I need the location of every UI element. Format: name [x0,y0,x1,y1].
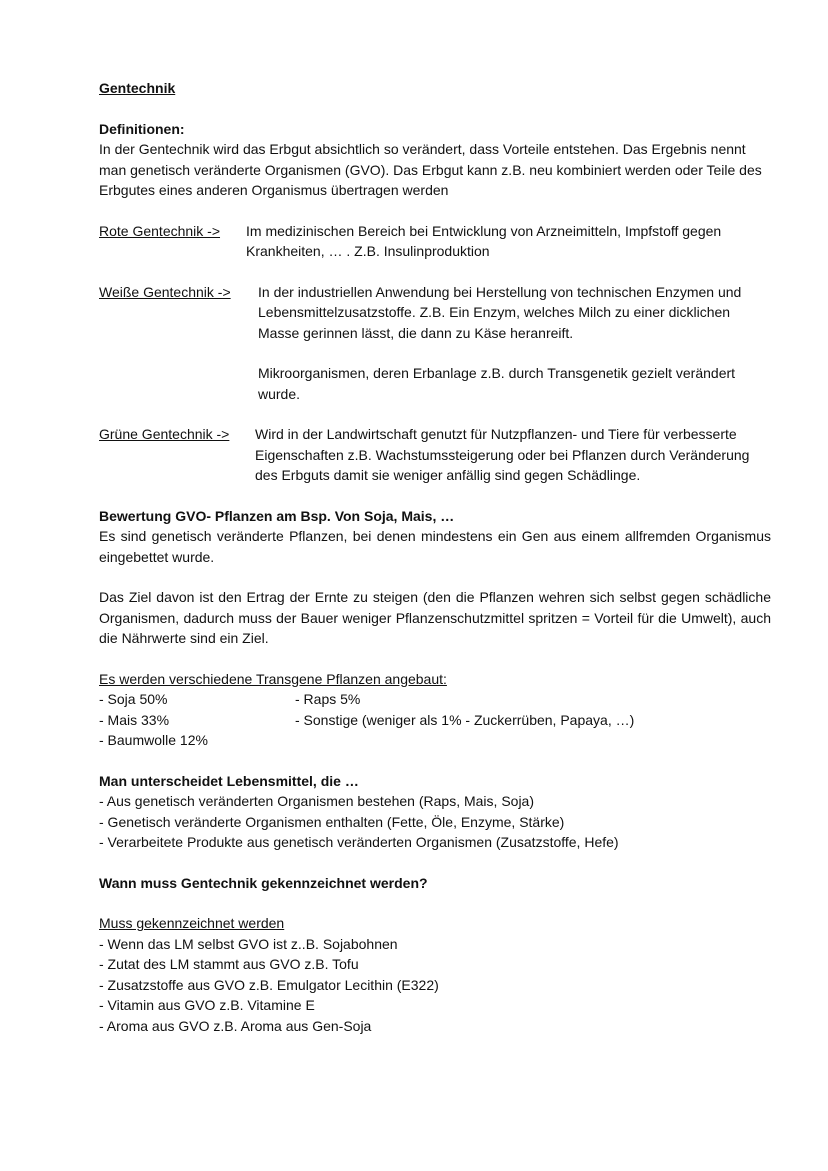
list-item: - Wenn das LM selbst GVO ist z..B. Sojabohnen [99,935,398,952]
weisse-gentechnik-row [99,282,771,405]
list-item: - Sonstige (weniger als 1% - Zuckerrüben, Papaya, …) [295,711,635,728]
definitions-text: In der Gentechnik wird das Erbgut absichtlich so verändert, dass Vorteile entstehen. Das Ergebnis nennt man genetisch veränderte Organismen (GVO). Das Erbgut kann z.B. neu kombiniert werden oder Teile des Erbgutes eines anderen Organismus übertragen werden [99,141,762,198]
gruene-gentechnik-text: Wird in der Landwirtschaft genutzt für Nutzpflanzen- und Tiere für verbesserte Eigenschaften z.B. Wachstumssteigerung oder bei Pflanzen durch Veränderung des Erbguts damit sie weniger anfällig sind gegen Schädlinge. [255,426,750,483]
list-item: - Aus genetisch veränderten Organismen bestehen (Raps, Mais, Soja) [99,793,535,809]
page-title: Gentechnik [99,80,176,96]
list-item: - Aroma aus GVO z.B. Aroma aus Gen-Soja [99,1017,372,1034]
lebensmittel-list [99,791,771,853]
kennzeichnung-list [99,934,771,1037]
weisse-gentechnik-text-2: Mikroorganismen, deren Erbanlage z.B. durch Transgenetik gezielt verändert wurde. [258,365,736,402]
list-item: - Zusatzstoffe aus GVO z.B. Emulgator Lecithin (E322) [99,976,439,993]
list-item: - Raps 5% [295,691,361,707]
gruene-gentechnik-row [99,424,771,486]
bewertung-heading: Bewertung GVO- Pflanzen am Bsp. Von Soja, Mais, … [99,507,455,524]
kennzeichnung-heading: Wann muss Gentechnik gekennzeichnet werden? [99,874,428,891]
list-item: - Vitamin aus GVO z.B. Vitamine E [99,997,315,1013]
bewertung-text-2: Das Ziel davon ist den Ertrag der Ernte zu steigen (den die Pflanzen wehren sich selbst gegen schädliche Organismen, dadurch muss der Bauer weniger Pflanzenschutzmittel spritzen = Vorteil für die Umwelt), auch die Nährwerte sind ein Ziel. [99,589,771,646]
weisse-gentechnik-text: In der industriellen Anwendung bei Herstellung von technischen Enzymen und Lebensmittelzusatzstoffe. Z.B. Ein Enzym, welches Milch zu einer dicklichen Masse gerinnen lässt, die dann zu Käse heranreift. [258,283,742,341]
transgene-list [99,689,771,751]
transgene-heading: Es werden verschiedene Transgene Pflanzen angebaut: [99,670,447,687]
list-item: - Baumwolle 12% [99,732,208,748]
list-item: - Zutat des LM stammt aus GVO z.B. Tofu [99,956,359,972]
rote-gentechnik-row [99,221,771,262]
bewertung-text-1: Es sind genetisch veränderte Pflanzen, bei denen mindestens ein Gen aus einem allfremden Organismus eingebettet wurde. [99,528,771,565]
weisse-gentechnik-label: Weiße Gentechnik -> [99,283,231,300]
list-item: - Genetisch veränderte Organismen enthalten (Fette, Öle, Enzyme, Stärke) [99,813,565,830]
document-page [99,78,771,1036]
kennzeichnung-subheading: Muss gekennzeichnet werden [99,915,285,931]
list-item: - Mais 33% [99,711,170,728]
list-item: - Soja 50% [99,691,168,707]
lebensmittel-heading: Man unterscheidet Lebensmittel, die … [99,772,359,789]
rote-gentechnik-label: Rote Gentechnik -> [99,222,221,239]
definitions-heading: Definitionen: [99,120,185,137]
list-item: - Verarbeitete Produkte aus genetisch veränderten Organismen (Zusatzstoffe, Hefe) [99,834,619,850]
rote-gentechnik-text: Im medizinischen Bereich bei Entwicklung von Arzneimitteln, Impfstoff gegen Krankheiten, … . Z.B. Insulinproduktion [246,222,722,259]
weisse-gentechnik-text-block [258,282,771,405]
gruene-gentechnik-label: Grüne Gentechnik -> [99,426,230,442]
